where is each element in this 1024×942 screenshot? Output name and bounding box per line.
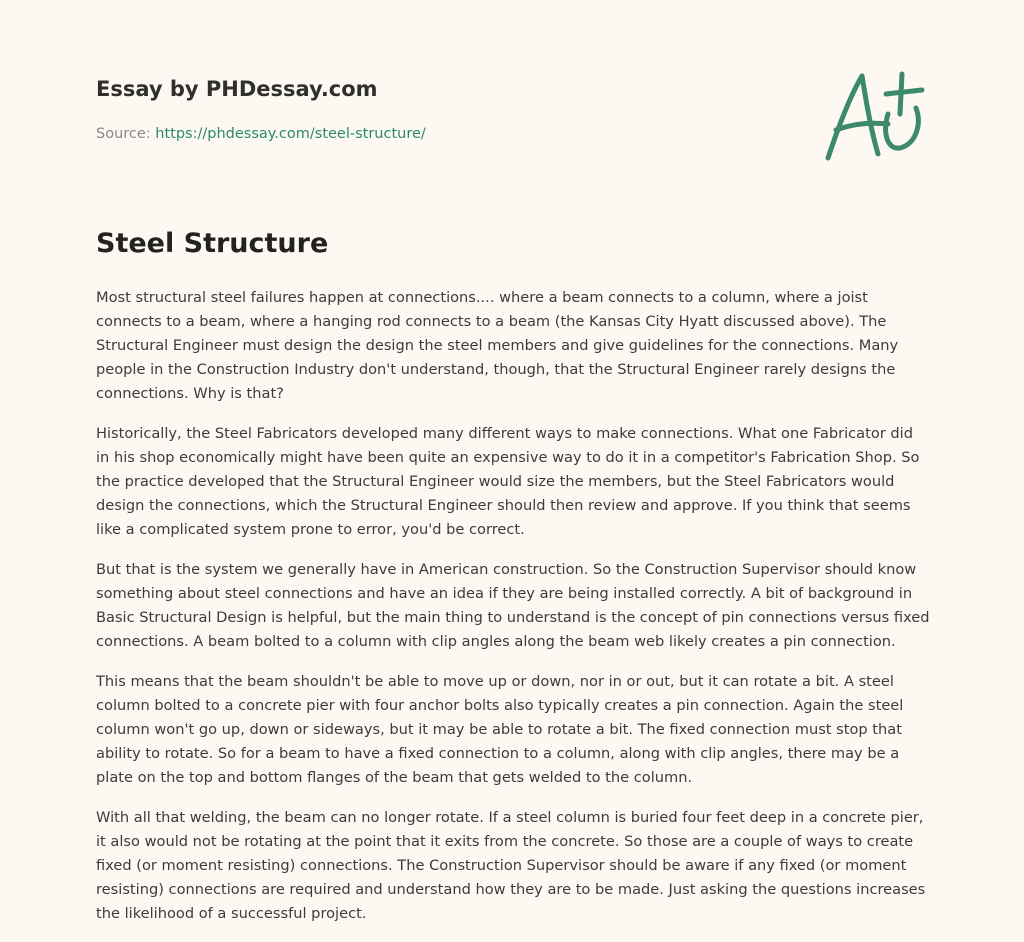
page-header [96,74,796,144]
source-label: Source: [96,126,151,142]
essay-paragraph: But that is the system we generally have in American construction. So the Construction Supervisor should know something about steel connections and have an idea if they are being installed correctly. A bit of background in Basic Structural Design is helpful, but the main thing to understand is the concept of pin connections versus fixed connections. A beam bolted to a column with clip angles along the beam web likely creates a pin connection. [96,561,930,650]
essay-article [96,224,930,942]
a-plus-logo-icon [818,68,928,166]
source-line [96,124,796,144]
essay-paragraph: With all that welding, the beam can no longer rotate. If a steel column is buried four feet deep in a concrete pier, it also would not be rotating at the point that it exits from the concrete. So those are a couple of ways to create fixed (or moment resisting) connections. The Construction Supervisor should be aware if any fixed (or moment resisting) connections are required and understand how they are to be made. Just asking the questions increases the likelihood of a successful project. [96,809,926,922]
essay-paragraph: Most structural steel failures happen at connections.... where a beam connects to a column, where a joist connects to a beam, where a hanging rod connects to a beam (the Kansas City Hyatt discussed above). The Structural Engineer must design the design the steel members and give guidelines for the connections. Many people in the Construction Industry don't understand, though, that the Structural Engineer rarely designs the connections. Why is that? [96,289,899,402]
essay-paragraph: This means that the beam shouldn't be able to move up or down, nor in or out, but it can rotate a bit. A steel column bolted to a concrete pier with four anchor bolts also typically creates a pin connection. Again the steel column won't go up, down or sideways, but it may be able to rotate a bit. The fixed connection must stop that ability to rotate. So for a beam to have a fixed connection to a column, along with clip angles, there may be a plate on the top and bottom flanges of the beam that gets welded to the column. [96,673,904,786]
essay-paragraph: Historically, the Steel Fabricators developed many different ways to make connections. What one Fabricator did in his shop economically might have been quite an expensive way to do it in a competitor's Fabrication Shop. So the practice developed that the Structural Engineer would size the members, but the Steel Fabricators would design the connections, which the Structural Engineer should then review and approve. If you think that seems like a complicated system prone to error, you'd be correct. [96,425,920,538]
brand-title: Essay by PHDessay.com [96,77,378,101]
essay-title: Steel Structure [96,228,329,259]
source-link[interactable]: https://phdessay.com/steel-structure/ [155,126,426,142]
